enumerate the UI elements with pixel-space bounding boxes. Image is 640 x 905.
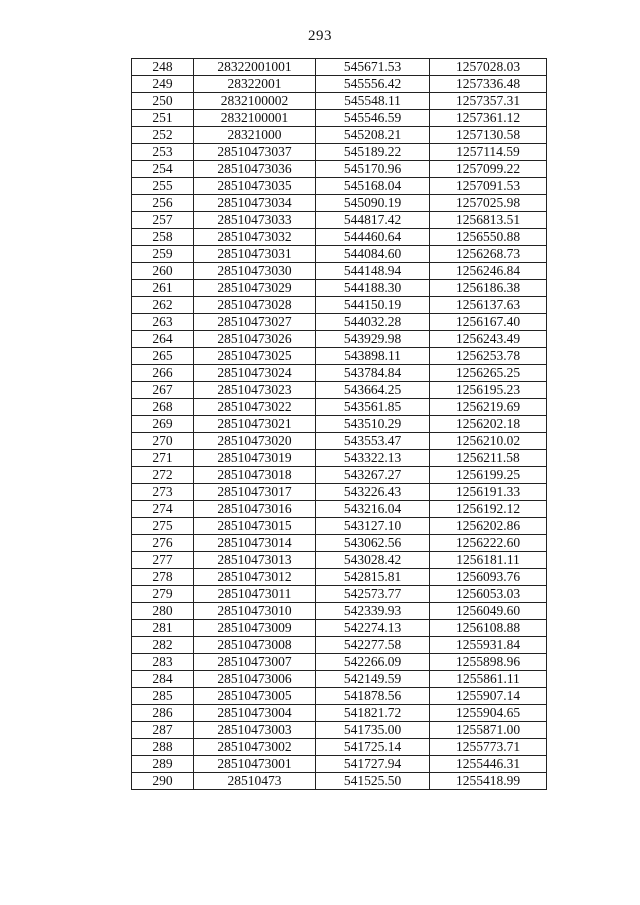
table-row (132, 773, 547, 790)
x-coordinate-cell: 544188.30 (316, 280, 430, 297)
y-coordinate-cell: 1256268.73 (430, 246, 547, 263)
x-coordinate-cell: 542277.58 (316, 637, 430, 654)
parcel-id-cell: 28510473026 (194, 331, 316, 348)
x-coordinate-cell: 543510.29 (316, 416, 430, 433)
y-coordinate-cell: 1256167.40 (430, 314, 547, 331)
parcel-id-cell: 28510473030 (194, 263, 316, 280)
row-number-cell: 286 (132, 705, 194, 722)
x-coordinate-cell: 544084.60 (316, 246, 430, 263)
table-row (132, 212, 547, 229)
parcel-id-cell: 28510473033 (194, 212, 316, 229)
x-coordinate-cell: 543216.04 (316, 501, 430, 518)
parcel-id-cell: 28510473025 (194, 348, 316, 365)
y-coordinate-cell: 1256253.78 (430, 348, 547, 365)
table-row (132, 654, 547, 671)
parcel-id-cell: 28321000 (194, 127, 316, 144)
parcel-id-cell: 28510473027 (194, 314, 316, 331)
table-row (132, 280, 547, 297)
table-row (132, 331, 547, 348)
parcel-id-cell: 28510473036 (194, 161, 316, 178)
x-coordinate-cell: 543784.84 (316, 365, 430, 382)
y-coordinate-cell: 1255773.71 (430, 739, 547, 756)
x-coordinate-cell: 543062.56 (316, 535, 430, 552)
y-coordinate-cell: 1257025.98 (430, 195, 547, 212)
x-coordinate-cell: 545556.42 (316, 76, 430, 93)
x-coordinate-cell: 544148.94 (316, 263, 430, 280)
x-coordinate-cell: 545170.96 (316, 161, 430, 178)
y-coordinate-cell: 1256093.76 (430, 569, 547, 586)
x-coordinate-cell: 545090.19 (316, 195, 430, 212)
y-coordinate-cell: 1256049.60 (430, 603, 547, 620)
y-coordinate-cell: 1256550.88 (430, 229, 547, 246)
y-coordinate-cell: 1256192.12 (430, 501, 547, 518)
y-coordinate-cell: 1256191.33 (430, 484, 547, 501)
row-number-cell: 275 (132, 518, 194, 535)
row-number-cell: 277 (132, 552, 194, 569)
parcel-id-cell: 2832100001 (194, 110, 316, 127)
parcel-id-cell: 28510473003 (194, 722, 316, 739)
x-coordinate-cell: 541727.94 (316, 756, 430, 773)
table-row (132, 399, 547, 416)
x-coordinate-cell: 544460.64 (316, 229, 430, 246)
table-row (132, 467, 547, 484)
x-coordinate-cell: 543127.10 (316, 518, 430, 535)
y-coordinate-cell: 1256211.58 (430, 450, 547, 467)
table-row (132, 450, 547, 467)
row-number-cell: 274 (132, 501, 194, 518)
parcel-id-cell: 28322001 (194, 76, 316, 93)
y-coordinate-cell: 1255904.65 (430, 705, 547, 722)
row-number-cell: 251 (132, 110, 194, 127)
row-number-cell: 264 (132, 331, 194, 348)
coordinates-table (131, 58, 547, 790)
y-coordinate-cell: 1255931.84 (430, 637, 547, 654)
row-number-cell: 256 (132, 195, 194, 212)
y-coordinate-cell: 1256219.69 (430, 399, 547, 416)
x-coordinate-cell: 542266.09 (316, 654, 430, 671)
y-coordinate-cell: 1256246.84 (430, 263, 547, 280)
y-coordinate-cell: 1256210.02 (430, 433, 547, 450)
x-coordinate-cell: 543553.47 (316, 433, 430, 450)
y-coordinate-cell: 1256243.49 (430, 331, 547, 348)
y-coordinate-cell: 1257114.59 (430, 144, 547, 161)
row-number-cell: 272 (132, 467, 194, 484)
x-coordinate-cell: 541821.72 (316, 705, 430, 722)
y-coordinate-cell: 1256199.25 (430, 467, 547, 484)
table-row (132, 603, 547, 620)
x-coordinate-cell: 543664.25 (316, 382, 430, 399)
parcel-id-cell: 28510473010 (194, 603, 316, 620)
parcel-id-cell: 28510473037 (194, 144, 316, 161)
row-number-cell: 259 (132, 246, 194, 263)
row-number-cell: 285 (132, 688, 194, 705)
table-row (132, 365, 547, 382)
parcel-id-cell: 28510473004 (194, 705, 316, 722)
parcel-id-cell: 28510473024 (194, 365, 316, 382)
table-row (132, 569, 547, 586)
row-number-cell: 281 (132, 620, 194, 637)
x-coordinate-cell: 543929.98 (316, 331, 430, 348)
table-row (132, 739, 547, 756)
page-number: 293 (308, 28, 332, 44)
table-row (132, 246, 547, 263)
parcel-id-cell: 28510473020 (194, 433, 316, 450)
y-coordinate-cell: 1256186.38 (430, 280, 547, 297)
y-coordinate-cell: 1256137.63 (430, 297, 547, 314)
y-coordinate-cell: 1255418.99 (430, 773, 547, 790)
row-number-cell: 248 (132, 59, 194, 76)
x-coordinate-cell: 545189.22 (316, 144, 430, 161)
table-row (132, 144, 547, 161)
y-coordinate-cell: 1255907.14 (430, 688, 547, 705)
table-row (132, 263, 547, 280)
table-row (132, 671, 547, 688)
table-row (132, 229, 547, 246)
table-row (132, 195, 547, 212)
row-number-cell: 284 (132, 671, 194, 688)
table-row (132, 688, 547, 705)
row-number-cell: 263 (132, 314, 194, 331)
row-number-cell: 280 (132, 603, 194, 620)
x-coordinate-cell: 543322.13 (316, 450, 430, 467)
x-coordinate-cell: 544150.19 (316, 297, 430, 314)
parcel-id-cell: 28510473015 (194, 518, 316, 535)
table-row (132, 76, 547, 93)
row-number-cell: 254 (132, 161, 194, 178)
parcel-id-cell: 28510473001 (194, 756, 316, 773)
parcel-id-cell: 28510473022 (194, 399, 316, 416)
table-row (132, 705, 547, 722)
x-coordinate-cell: 543267.27 (316, 467, 430, 484)
parcel-id-cell: 28510473032 (194, 229, 316, 246)
parcel-id-cell: 28510473034 (194, 195, 316, 212)
x-coordinate-cell: 542815.81 (316, 569, 430, 586)
table-row (132, 161, 547, 178)
row-number-cell: 282 (132, 637, 194, 654)
y-coordinate-cell: 1257361.12 (430, 110, 547, 127)
row-number-cell: 262 (132, 297, 194, 314)
x-coordinate-cell: 543898.11 (316, 348, 430, 365)
table-row (132, 620, 547, 637)
row-number-cell: 278 (132, 569, 194, 586)
parcel-id-cell: 28510473028 (194, 297, 316, 314)
y-coordinate-cell: 1256202.86 (430, 518, 547, 535)
parcel-id-cell: 28510473002 (194, 739, 316, 756)
table-row (132, 127, 547, 144)
table-row (132, 382, 547, 399)
row-number-cell: 250 (132, 93, 194, 110)
table-row (132, 586, 547, 603)
x-coordinate-cell: 543028.42 (316, 552, 430, 569)
parcel-id-cell: 28510473 (194, 773, 316, 790)
x-coordinate-cell: 543226.43 (316, 484, 430, 501)
row-number-cell: 267 (132, 382, 194, 399)
parcel-id-cell: 28510473005 (194, 688, 316, 705)
x-coordinate-cell: 542573.77 (316, 586, 430, 603)
parcel-id-cell: 2832100002 (194, 93, 316, 110)
row-number-cell: 255 (132, 178, 194, 195)
y-coordinate-cell: 1256265.25 (430, 365, 547, 382)
parcel-id-cell: 28510473008 (194, 637, 316, 654)
parcel-id-cell: 28510473009 (194, 620, 316, 637)
parcel-id-cell: 28510473014 (194, 535, 316, 552)
parcel-id-cell: 28510473018 (194, 467, 316, 484)
parcel-id-cell: 28510473019 (194, 450, 316, 467)
y-coordinate-cell: 1256222.60 (430, 535, 547, 552)
x-coordinate-cell: 545548.11 (316, 93, 430, 110)
row-number-cell: 268 (132, 399, 194, 416)
row-number-cell: 261 (132, 280, 194, 297)
parcel-id-cell: 28510473023 (194, 382, 316, 399)
parcel-id-cell: 28322001001 (194, 59, 316, 76)
row-number-cell: 253 (132, 144, 194, 161)
x-coordinate-cell: 545546.59 (316, 110, 430, 127)
x-coordinate-cell: 545168.04 (316, 178, 430, 195)
row-number-cell: 271 (132, 450, 194, 467)
x-coordinate-cell: 545208.21 (316, 127, 430, 144)
y-coordinate-cell: 1256202.18 (430, 416, 547, 433)
table-row (132, 518, 547, 535)
row-number-cell: 266 (132, 365, 194, 382)
x-coordinate-cell: 542149.59 (316, 671, 430, 688)
row-number-cell: 279 (132, 586, 194, 603)
parcel-id-cell: 28510473012 (194, 569, 316, 586)
row-number-cell: 260 (132, 263, 194, 280)
y-coordinate-cell: 1256195.23 (430, 382, 547, 399)
parcel-id-cell: 28510473007 (194, 654, 316, 671)
table-row (132, 348, 547, 365)
row-number-cell: 258 (132, 229, 194, 246)
parcel-id-cell: 28510473031 (194, 246, 316, 263)
table-row (132, 756, 547, 773)
table-row (132, 722, 547, 739)
parcel-id-cell: 28510473029 (194, 280, 316, 297)
x-coordinate-cell: 541878.56 (316, 688, 430, 705)
table-row (132, 297, 547, 314)
row-number-cell: 288 (132, 739, 194, 756)
y-coordinate-cell: 1257099.22 (430, 161, 547, 178)
x-coordinate-cell: 542274.13 (316, 620, 430, 637)
y-coordinate-cell: 1256813.51 (430, 212, 547, 229)
x-coordinate-cell: 541735.00 (316, 722, 430, 739)
y-coordinate-cell: 1255861.11 (430, 671, 547, 688)
table-row (132, 535, 547, 552)
parcel-id-cell: 28510473017 (194, 484, 316, 501)
table-row (132, 501, 547, 518)
row-number-cell: 270 (132, 433, 194, 450)
y-coordinate-cell: 1255446.31 (430, 756, 547, 773)
table-body (132, 59, 547, 790)
table-row (132, 59, 547, 76)
y-coordinate-cell: 1255898.96 (430, 654, 547, 671)
y-coordinate-cell: 1257336.48 (430, 76, 547, 93)
x-coordinate-cell: 544032.28 (316, 314, 430, 331)
y-coordinate-cell: 1257357.31 (430, 93, 547, 110)
row-number-cell: 290 (132, 773, 194, 790)
row-number-cell: 287 (132, 722, 194, 739)
table-row (132, 433, 547, 450)
y-coordinate-cell: 1256181.11 (430, 552, 547, 569)
parcel-id-cell: 28510473006 (194, 671, 316, 688)
table-row (132, 484, 547, 501)
parcel-id-cell: 28510473011 (194, 586, 316, 603)
y-coordinate-cell: 1256108.88 (430, 620, 547, 637)
y-coordinate-cell: 1257091.53 (430, 178, 547, 195)
table-row (132, 552, 547, 569)
x-coordinate-cell: 541725.14 (316, 739, 430, 756)
row-number-cell: 273 (132, 484, 194, 501)
table-row (132, 93, 547, 110)
row-number-cell: 276 (132, 535, 194, 552)
parcel-id-cell: 28510473013 (194, 552, 316, 569)
y-coordinate-cell: 1255871.00 (430, 722, 547, 739)
x-coordinate-cell: 542339.93 (316, 603, 430, 620)
y-coordinate-cell: 1256053.03 (430, 586, 547, 603)
table-row (132, 110, 547, 127)
row-number-cell: 269 (132, 416, 194, 433)
parcel-id-cell: 28510473035 (194, 178, 316, 195)
table-row (132, 416, 547, 433)
row-number-cell: 265 (132, 348, 194, 365)
table-row (132, 637, 547, 654)
table-row (132, 178, 547, 195)
parcel-id-cell: 28510473016 (194, 501, 316, 518)
table-row (132, 314, 547, 331)
x-coordinate-cell: 541525.50 (316, 773, 430, 790)
row-number-cell: 283 (132, 654, 194, 671)
row-number-cell: 252 (132, 127, 194, 144)
parcel-id-cell: 28510473021 (194, 416, 316, 433)
row-number-cell: 257 (132, 212, 194, 229)
row-number-cell: 249 (132, 76, 194, 93)
x-coordinate-cell: 544817.42 (316, 212, 430, 229)
y-coordinate-cell: 1257130.58 (430, 127, 547, 144)
x-coordinate-cell: 543561.85 (316, 399, 430, 416)
y-coordinate-cell: 1257028.03 (430, 59, 547, 76)
row-number-cell: 289 (132, 756, 194, 773)
x-coordinate-cell: 545671.53 (316, 59, 430, 76)
